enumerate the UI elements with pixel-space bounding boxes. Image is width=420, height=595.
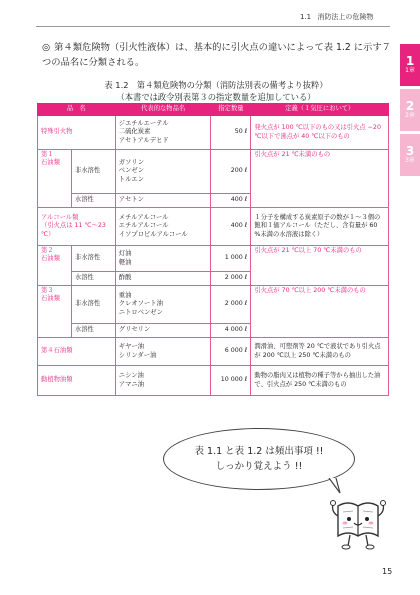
category-cell: 特殊引火物	[38, 116, 116, 150]
amount-cell: 2 000 ℓ	[211, 286, 251, 324]
header-rule	[36, 26, 390, 27]
table-row	[38, 150, 389, 194]
amount-cell: 1 000 ℓ	[211, 246, 251, 272]
items-cell: ニシン油 アマニ油	[115, 366, 211, 396]
subcategory-cell: 非水溶性	[71, 246, 115, 272]
speech-bubble	[163, 428, 355, 490]
chapter-tab-label: 3章	[405, 157, 415, 165]
category-cell: アルコール類 （引火点は 11 ℃〜23 ℃）	[38, 208, 116, 246]
table-row	[38, 246, 389, 272]
items-cell: アセトン	[115, 194, 211, 208]
chapter-tab-2[interactable]	[400, 89, 420, 131]
double-circle-icon: ◎	[42, 42, 51, 53]
chapter-tab-3[interactable]	[400, 134, 420, 176]
table-row	[38, 338, 389, 366]
items-cell: メチルアルコール エチルアルコール イソプロピルアルコール	[115, 208, 211, 246]
category-cell: 第３ 石油類	[38, 286, 72, 338]
intro-paragraph	[42, 40, 392, 70]
subcategory-cell: 水溶性	[71, 272, 115, 286]
chapter-tab-1[interactable]	[400, 44, 420, 86]
intro-text: 第４類危険物（引火性液体）は、基本的に引火点の違いによって表 1.2 に示す７つの品名に分類される。	[42, 42, 391, 68]
page-number: 15	[382, 567, 393, 576]
category-cell: 第２ 石油類	[38, 246, 72, 286]
definition-cell: 発火点が 100 ℃以下のもの又は引火点 −20 ℃以下で沸点が 40 ℃以下のもの	[251, 116, 389, 150]
chapter-tab-label: 2章	[405, 112, 415, 120]
table-row	[38, 208, 389, 246]
header-representative: 代表的な物品名	[115, 104, 211, 116]
table-row	[38, 366, 389, 396]
header-item-name: 品 名	[38, 104, 116, 116]
running-header	[300, 12, 373, 22]
subcategory-cell: 非水溶性	[71, 150, 115, 194]
amount-cell: 50 ℓ	[211, 116, 251, 150]
section-title: 消防法上の危険物	[317, 13, 374, 21]
items-cell: 灯油 軽油	[115, 246, 211, 272]
definition-cell: 潤滑油、可塑剤等 20 ℃で液状であり引火点が 200 ℃以上 250 ℃未満のもの	[251, 338, 389, 366]
amount-cell: 2 000 ℓ	[211, 272, 251, 286]
chapter-tab-number: 3	[405, 144, 415, 159]
chapter-tab-label: 1章	[405, 67, 415, 75]
amount-cell: 400 ℓ	[211, 208, 251, 246]
book-mascot-icon	[330, 492, 386, 552]
items-cell: グリセリン	[115, 324, 211, 338]
items-cell: 重油 クレオソート油 ニトロベンゼン	[115, 286, 211, 324]
category-cell: 第４石油類	[38, 338, 116, 366]
items-cell: ギヤー油 シリンダー油	[115, 338, 211, 366]
subcategory-cell: 非水溶性	[71, 286, 115, 324]
definition-cell: 引火点が 21 ℃未満のもの	[251, 150, 389, 208]
classification-table	[37, 103, 389, 396]
category-cell: 第１ 石油類	[38, 150, 72, 208]
amount-cell: 200 ℓ	[211, 150, 251, 194]
items-cell: ジエチルエーテル 二硫化炭素 アセトアルデヒド	[115, 116, 211, 150]
caption-note: （本書では政令別表第３の指定数量を追加している）	[116, 92, 316, 102]
bubble-line-1: 表 1.1 と表 1.2 は頻出事項 !!	[194, 446, 324, 457]
subcategory-cell: 水溶性	[71, 194, 115, 208]
chapter-tab-number: 2	[405, 99, 415, 114]
subcategory-cell: 水溶性	[71, 324, 115, 338]
amount-cell: 400 ℓ	[211, 194, 251, 208]
table-row	[38, 286, 389, 324]
definition-cell: 引火点が 21 ℃以上 70 ℃未満のもの	[251, 246, 389, 286]
chapter-tab-number: 1	[405, 54, 415, 69]
chapter-tabs	[400, 44, 420, 179]
items-cell: ガソリン ベンゼン トルエン	[115, 150, 211, 194]
header-definition: 定義（１気圧において）	[251, 104, 389, 116]
table-row	[38, 116, 389, 150]
table-header-row	[38, 104, 389, 116]
amount-cell: 10 000 ℓ	[211, 366, 251, 396]
amount-cell: 4 000 ℓ	[211, 324, 251, 338]
definition-cell: 動物の脂肉又は植物の種子等から抽出した油で、引火点が 250 ℃未満のもの	[251, 366, 389, 396]
definition-cell: 引火点が 70 ℃以上 200 ℃未満のもの	[251, 286, 389, 338]
definition-cell: １分子を構成する炭素原子の数が１〜３個の飽和１価アルコール（ただし、含有量が 60 %未満の水溶液は除く）	[251, 208, 389, 246]
header-quantity: 指定数量	[211, 104, 251, 116]
category-cell: 動植物油類	[38, 366, 116, 396]
table-caption	[66, 79, 366, 103]
caption-title: 表 1.2 第４類危険物の分類（消防法別表の備考より抜粋）	[104, 80, 328, 90]
section-number: 1.1	[300, 13, 312, 21]
bubble-line-2: しっかり覚えよう !!	[215, 461, 303, 472]
items-cell: 酢酸	[115, 272, 211, 286]
amount-cell: 6 000 ℓ	[211, 338, 251, 366]
